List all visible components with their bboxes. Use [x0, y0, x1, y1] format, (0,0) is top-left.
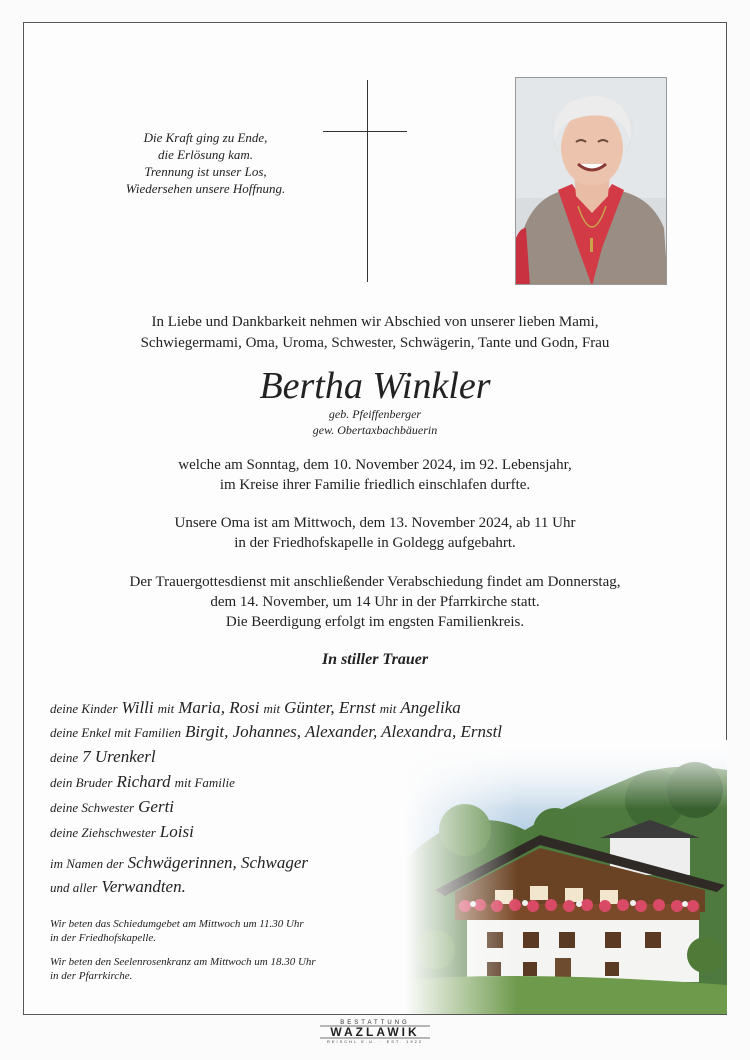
- family-name: Angelika: [400, 698, 461, 717]
- service-line: dem 14. November, um 14 Uhr in der Pfarrkirche statt.: [210, 594, 540, 610]
- cross-icon-bar: [323, 131, 407, 132]
- family-text: mit: [157, 701, 175, 716]
- viewing-line: Unsere Oma ist am Mittwoch, dem 13. November 2024, ab 11 Uhr: [174, 515, 576, 531]
- intro-text: [30, 312, 720, 354]
- rosary-note: [50, 955, 316, 983]
- family-name: Gerti: [138, 797, 175, 816]
- intro-line: In Liebe und Dankbarkeit nehmen wir Abschied von unserer lieben Mami,: [151, 314, 599, 330]
- family-text: und aller: [50, 880, 98, 895]
- family-name: Verwandten.: [101, 877, 186, 896]
- intro-line: Schwiegermami, Oma, Uroma, Schwester, Schwägerin, Tante und Godn, Frau: [140, 335, 610, 351]
- svg-text:BESTATTUNG: BESTATTUNG: [340, 1020, 410, 1026]
- family-text: mit: [263, 701, 281, 716]
- family-grandchildren: [50, 722, 502, 742]
- service-line: Die Beerdigung erfolgt im engsten Familienkreis.: [225, 614, 525, 630]
- svg-text:WAZLAWIK: WAZLAWIK: [330, 1025, 420, 1039]
- family-great-grandchildren: [50, 747, 156, 767]
- family-text: deine Kinder: [50, 701, 118, 716]
- viewing-line: in der Friedhofskapelle in Goldegg aufgebahrt.: [234, 535, 516, 551]
- svg-text:REISCHL E.U. · EST. 1922: REISCHL E.U. · EST. 1922: [326, 1039, 424, 1044]
- family-text: im Namen der: [50, 856, 124, 871]
- family-in-name: [50, 853, 308, 873]
- birth-name: geb. Pfeiffenberger: [328, 407, 422, 421]
- former-title: gew. Obertaxbachbäuerin: [312, 423, 438, 437]
- death-paragraph: [30, 455, 720, 495]
- family-text: dein Bruder: [50, 775, 113, 790]
- poem: [88, 129, 323, 197]
- note-line: Wir beten das Schiedumgebet am Mittwoch um 11.30 Uhr: [50, 918, 304, 930]
- funeral-home-logo: [300, 1018, 450, 1049]
- poem-line: die Erlösung kam.: [158, 147, 253, 162]
- viewing-paragraph: [30, 513, 720, 553]
- family-name: 7 Urenkerl: [82, 747, 156, 766]
- family-text: deine Enkel mit Familien: [50, 725, 182, 740]
- portrait-photo: [515, 77, 667, 285]
- family-text: mit: [379, 701, 397, 716]
- farmhouse-photo: [405, 740, 727, 1014]
- family-text: deine: [50, 750, 79, 765]
- cross-icon: [367, 80, 368, 282]
- prayer-note: [50, 917, 304, 945]
- service-paragraph: [30, 572, 720, 632]
- family-sister: [50, 797, 174, 817]
- deceased-name: Bertha Winkler: [259, 365, 491, 407]
- poem-line: Trennung ist unser Los,: [144, 164, 267, 179]
- death-line: im Kreise ihrer Familie friedlich einschlafen durfte.: [219, 477, 531, 493]
- family-name: Schwägerinnen, Schwager: [127, 853, 309, 872]
- family-name: Günter, Ernst: [284, 698, 376, 717]
- family-children: [50, 698, 461, 718]
- family-name: Loisi: [159, 822, 194, 841]
- note-line: Wir beten den Seelenrosenkranz am Mittwoch um 18.30 Uhr: [50, 956, 316, 968]
- poem-line: Wiedersehen unsere Hoffnung.: [125, 181, 286, 196]
- family-text: deine Ziehschwester: [50, 825, 156, 840]
- family-text: mit Familie: [174, 775, 235, 790]
- family-name: Maria, Rosi: [178, 698, 260, 717]
- birth-info: [30, 406, 720, 438]
- note-line: in der Pfarrkirche.: [50, 970, 133, 982]
- family-relatives: [50, 877, 186, 897]
- family-name: Willi: [121, 698, 154, 717]
- family-foster-sister: [50, 822, 194, 842]
- death-line: welche am Sonntag, dem 10. November 2024, im 92. Lebensjahr,: [178, 457, 572, 473]
- service-line: Der Trauergottesdienst mit anschließender Verabschiedung findet am Donnerstag,: [129, 574, 621, 590]
- poem-line: Die Kraft ging zu Ende,: [143, 130, 268, 145]
- mourning-heading: In stiller Trauer: [321, 651, 429, 668]
- note-line: in der Friedhofskapelle.: [50, 932, 157, 944]
- family-brother: [50, 772, 235, 792]
- family-text: deine Schwester: [50, 800, 135, 815]
- family-name: Richard: [116, 772, 171, 791]
- family-name: Birgit, Johannes, Alexander, Alexandra, Ernstl: [185, 722, 503, 741]
